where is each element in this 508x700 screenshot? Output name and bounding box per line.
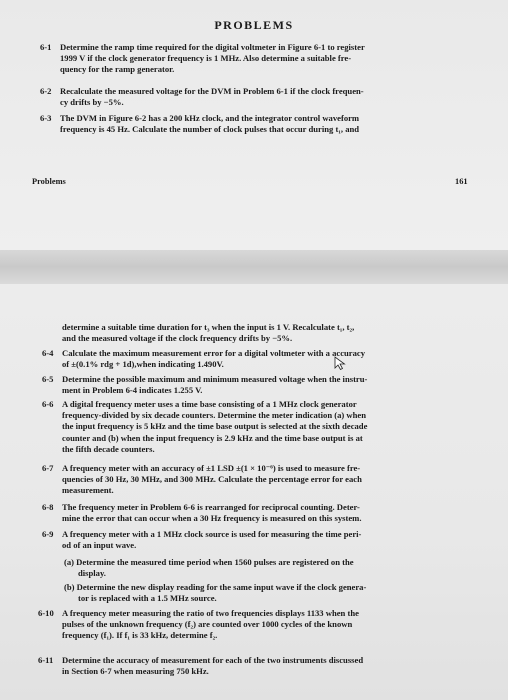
problem-number: 6-3 — [40, 113, 52, 123]
problem-number: 6-8 — [42, 502, 54, 512]
problem-number: 6-1 — [40, 42, 52, 52]
problem-6-7 — [42, 463, 482, 499]
page-gap — [0, 250, 508, 284]
problem-line: display. — [78, 568, 106, 579]
problem-number: 6-4 — [42, 348, 54, 358]
problem-6-3-continuation — [62, 322, 482, 346]
problem-6-8 — [42, 502, 482, 526]
problem-line: mine the error that can occur when a 30 Hz frequency is measured on this system. — [62, 513, 362, 524]
problem-line: ment in Problem 6-4 indicates 1.255 V. — [62, 385, 203, 396]
problem-line: Determine the ramp time required for the digital voltmeter in Figure 6-1 to register — [60, 42, 365, 52]
problem-line: pulses of the unknown frequency (f₂) are counted over 1000 cycles of the known — [62, 619, 353, 630]
problem-line: frequency is 45 Hz. Calculate the number of clock pulses that occur during t₁, and — [60, 124, 360, 135]
problem-number: 6-9 — [42, 529, 54, 539]
problem-line: frequency (f₁). If f₁ is 33 kHz, determine f₂. — [62, 630, 218, 641]
problem-line: measurement. — [62, 485, 114, 496]
problem-line: and the measured voltage if the clock frequency drifts by −5%. — [62, 333, 293, 344]
problem-line: the fifth decade counters. — [62, 443, 155, 454]
problem-6-6 — [42, 399, 482, 457]
problem-line: Determine the possible maximum and minimum measured voltage when the instru- — [62, 374, 368, 384]
problem-line: Calculate the maximum measurement error for a digital voltmeter with a accuracy — [62, 348, 366, 358]
problem-6-11 — [38, 655, 484, 679]
problem-line: A frequency meter with a 1 MHz clock source is used for measuring the time peri- — [62, 529, 362, 539]
problem-line: (b) Determine the new display reading for the same input wave if the clock genera- — [64, 582, 367, 592]
problem-line: A frequency meter measuring the ratio of two frequencies displays 1133 when the — [62, 608, 359, 618]
problem-line: cy drifts by −5%. — [60, 97, 124, 108]
problem-line: quency for the ramp generator. — [60, 64, 175, 75]
mouse-pointer-icon — [334, 356, 348, 370]
problem-line: the input frequency is 5 kHz and the time base output is selected at the sixth decade — [62, 421, 368, 432]
problem-number: 6-10 — [38, 608, 54, 618]
problem-line: determine a suitable time duration for t₃ when the input is 1 V. Recalculate t₁, t₂, — [62, 322, 355, 332]
problem-line: (a) Determine the measured time period when 1560 pulses are registered on the — [64, 557, 354, 567]
problem-number: 6-6 — [42, 399, 54, 409]
page-title: PROBLEMS — [214, 18, 294, 32]
problem-6-3 — [40, 113, 480, 137]
problem-6-1 — [40, 42, 480, 78]
problem-line: counter and (b) when the input frequency is 2.9 kHz and the time base output is at — [62, 432, 363, 443]
problem-number: 6-5 — [42, 374, 54, 384]
problem-line: A digital frequency meter uses a time base consisting of a 1 MHz clock generator — [62, 399, 357, 409]
problem-line: 1999 V if the clock generator frequency is 1 MHz. Also determine a suitable fre- — [60, 53, 352, 64]
running-head-section: Problems — [32, 177, 66, 186]
subpart-6-9-b — [64, 582, 484, 604]
problem-line: The frequency meter in Problem 6-6 is rearranged for reciprocal counting. Deter- — [62, 502, 360, 512]
problem-6-9 — [42, 529, 482, 553]
problem-line: tor is replaced with a 1.5 MHz source. — [78, 593, 217, 604]
problem-line: The DVM in Figure 6-2 has a 200 kHz clock, and the integrator control waveform — [60, 113, 360, 123]
problem-line: of ±(0.1% rdg + 1d),when indicating 1.490V. — [62, 359, 224, 370]
problem-6-2 — [40, 86, 480, 110]
problem-6-5 — [42, 374, 482, 398]
problem-line: quencies of 30 Hz, 30 MHz, and 300 MHz. Calculate the percentage error for each — [62, 474, 362, 485]
problem-6-4 — [42, 348, 482, 372]
problem-number: 6-11 — [38, 655, 54, 665]
problem-6-10 — [38, 608, 484, 644]
problem-number: 6-2 — [40, 86, 52, 96]
problem-line: A frequency meter with an accuracy of ±1 LSD ±(1 × 10⁻⁶) is used to measure fre- — [62, 463, 361, 473]
problem-line: od of an input wave. — [62, 540, 137, 551]
problem-line: frequency-divided by six decade counters. Determine the meter indication (a) when — [62, 410, 367, 421]
subpart-6-9-a — [64, 557, 484, 579]
problem-line: in Section 6-7 when measuring 750 kHz. — [62, 666, 209, 677]
running-head-page-number: 161 — [455, 177, 468, 186]
problem-line: Determine the accuracy of measurement for each of the two instruments discussed — [62, 655, 364, 665]
problem-number: 6-7 — [42, 463, 54, 473]
problem-line: Recalculate the measured voltage for the DVM in Problem 6-1 if the clock frequen- — [60, 86, 364, 96]
